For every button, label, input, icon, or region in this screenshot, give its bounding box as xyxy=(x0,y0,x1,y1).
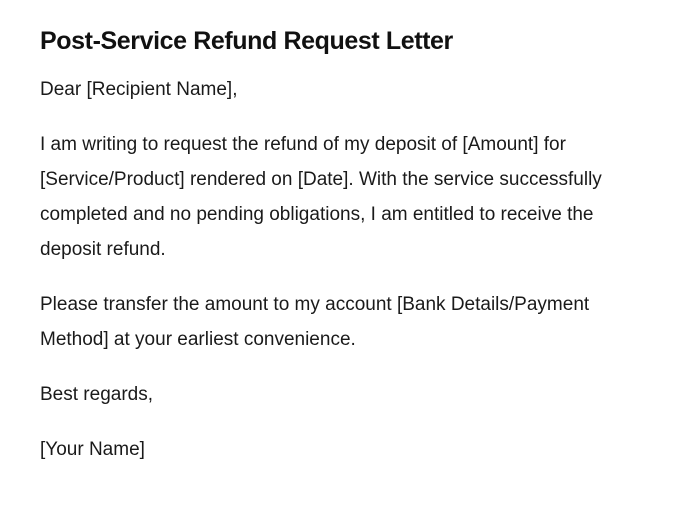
letter-document xyxy=(40,24,660,487)
letter-signature: [Your Name] xyxy=(40,439,145,460)
letter-body-paragraph-1: I am writing to request the refund of my deposit of [Amount] for [Service/Product] rendered on [Date]. With the service successfully completed and no pending obligations, I am entitled to receive the deposit refund. xyxy=(40,134,602,260)
letter-closing: Best regards, xyxy=(40,384,153,405)
letter-salutation: Dear [Recipient Name], xyxy=(40,79,238,100)
letter-body-paragraph-2: Please transfer the amount to my account [Bank Details/Payment Method] at your earliest convenience. xyxy=(40,294,590,350)
letter-title: Post-Service Refund Request Letter xyxy=(40,27,453,55)
